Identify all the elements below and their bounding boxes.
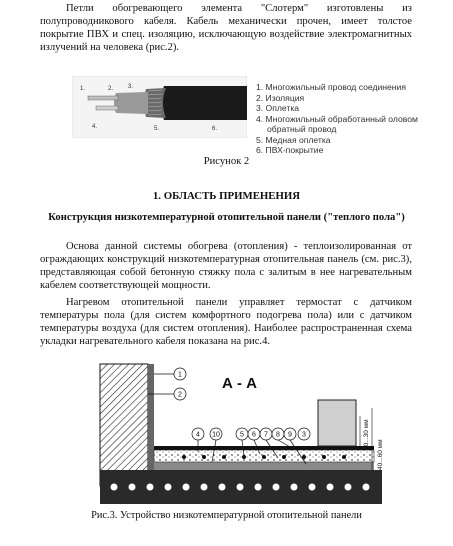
cable-label-6: 6.	[212, 126, 218, 132]
cable-label-4: 4.	[92, 124, 98, 130]
cable-illustration	[72, 76, 247, 138]
paragraph-2: Нагревом отопительной панели управляет термостат с датчиком температуры пола (для систем комфортного подогрева пола) или с датчиком температуры воздуха (для систем отопления). Наиболее распространенная схема укладки нагревательного кабеля показана на рис.4.	[40, 297, 412, 347]
floor-covering	[154, 446, 374, 450]
dimension-thin: 20...30 мм	[363, 419, 370, 450]
legend-item: 3. Оплетка	[256, 103, 300, 113]
cable-conductor	[88, 96, 118, 100]
cable-insulation	[114, 92, 148, 114]
cable-pvc-sheath	[161, 86, 247, 120]
callout-5: 5	[240, 431, 244, 439]
section-title: 1. ОБЛАСТЬ ПРИМЕНЕНИЯ	[152, 190, 301, 202]
paragraph-1: Основа данной системы обогрева (отопления) - теплоизолированная от ограждающих конструкций низкотемпературная отопительная панель (см. рис.3), представляющая собой бетонную стяжку пола с залитым в нее нагревательным кабелем соответствующей мощности.	[40, 241, 412, 291]
wall	[100, 364, 148, 486]
legend-item: 1. Многожильный провод соединения	[256, 82, 406, 92]
legend-item: 5. Медная оплетка	[256, 134, 331, 145]
floor-panel-diagram	[92, 358, 392, 506]
callout-2: 2	[178, 391, 182, 399]
figure-3-caption: Рис.3. Устройство низкотемпературной отопительной панели	[91, 510, 362, 521]
slab-voids	[111, 484, 370, 491]
cable-label-3: 3.	[128, 84, 134, 90]
legend-item: 2. Изоляция	[256, 92, 305, 103]
cable-label-5: 5.	[154, 126, 160, 132]
callout-3: 3	[302, 431, 306, 439]
section-label: А - А	[222, 375, 257, 392]
callout-4: 4	[196, 431, 200, 439]
subsection-title: Конструкция низкотемпературной отопительной панели ("теплого пола")	[48, 212, 405, 223]
furniture-block	[318, 400, 356, 446]
figure-2-caption: Рисунок 2	[203, 156, 250, 167]
dimension-thick: 40...60 мм	[377, 439, 384, 470]
legend-item: 6. ПВХ-покрытие	[256, 145, 324, 155]
cable-label-1: 1.	[80, 86, 86, 92]
cable-return-wire	[96, 106, 118, 110]
callout-7: 7	[264, 431, 268, 439]
legend-item: 4. Многожильный обработанный оловом	[256, 113, 418, 124]
callout-8: 8	[276, 431, 280, 439]
cable-label-2: 2.	[108, 86, 114, 92]
legend-item: обратный провод	[267, 124, 337, 134]
callout-6: 6	[252, 431, 256, 439]
cable-legend	[256, 82, 418, 156]
insulation-layer	[154, 462, 374, 470]
callout-10: 10	[212, 431, 220, 439]
callout-9: 9	[288, 431, 292, 439]
callout-1: 1	[178, 371, 182, 379]
intro-paragraph: Петли обогревающего элемента "Слотерм" изготовлены из полупроводникового кабеля. Кабель механически прочен, имеет толстое покрытие ПВХ и спец. изоляцию, исключающую воздействие электромагнитных излучений на человека (рис.2).	[40, 3, 412, 53]
